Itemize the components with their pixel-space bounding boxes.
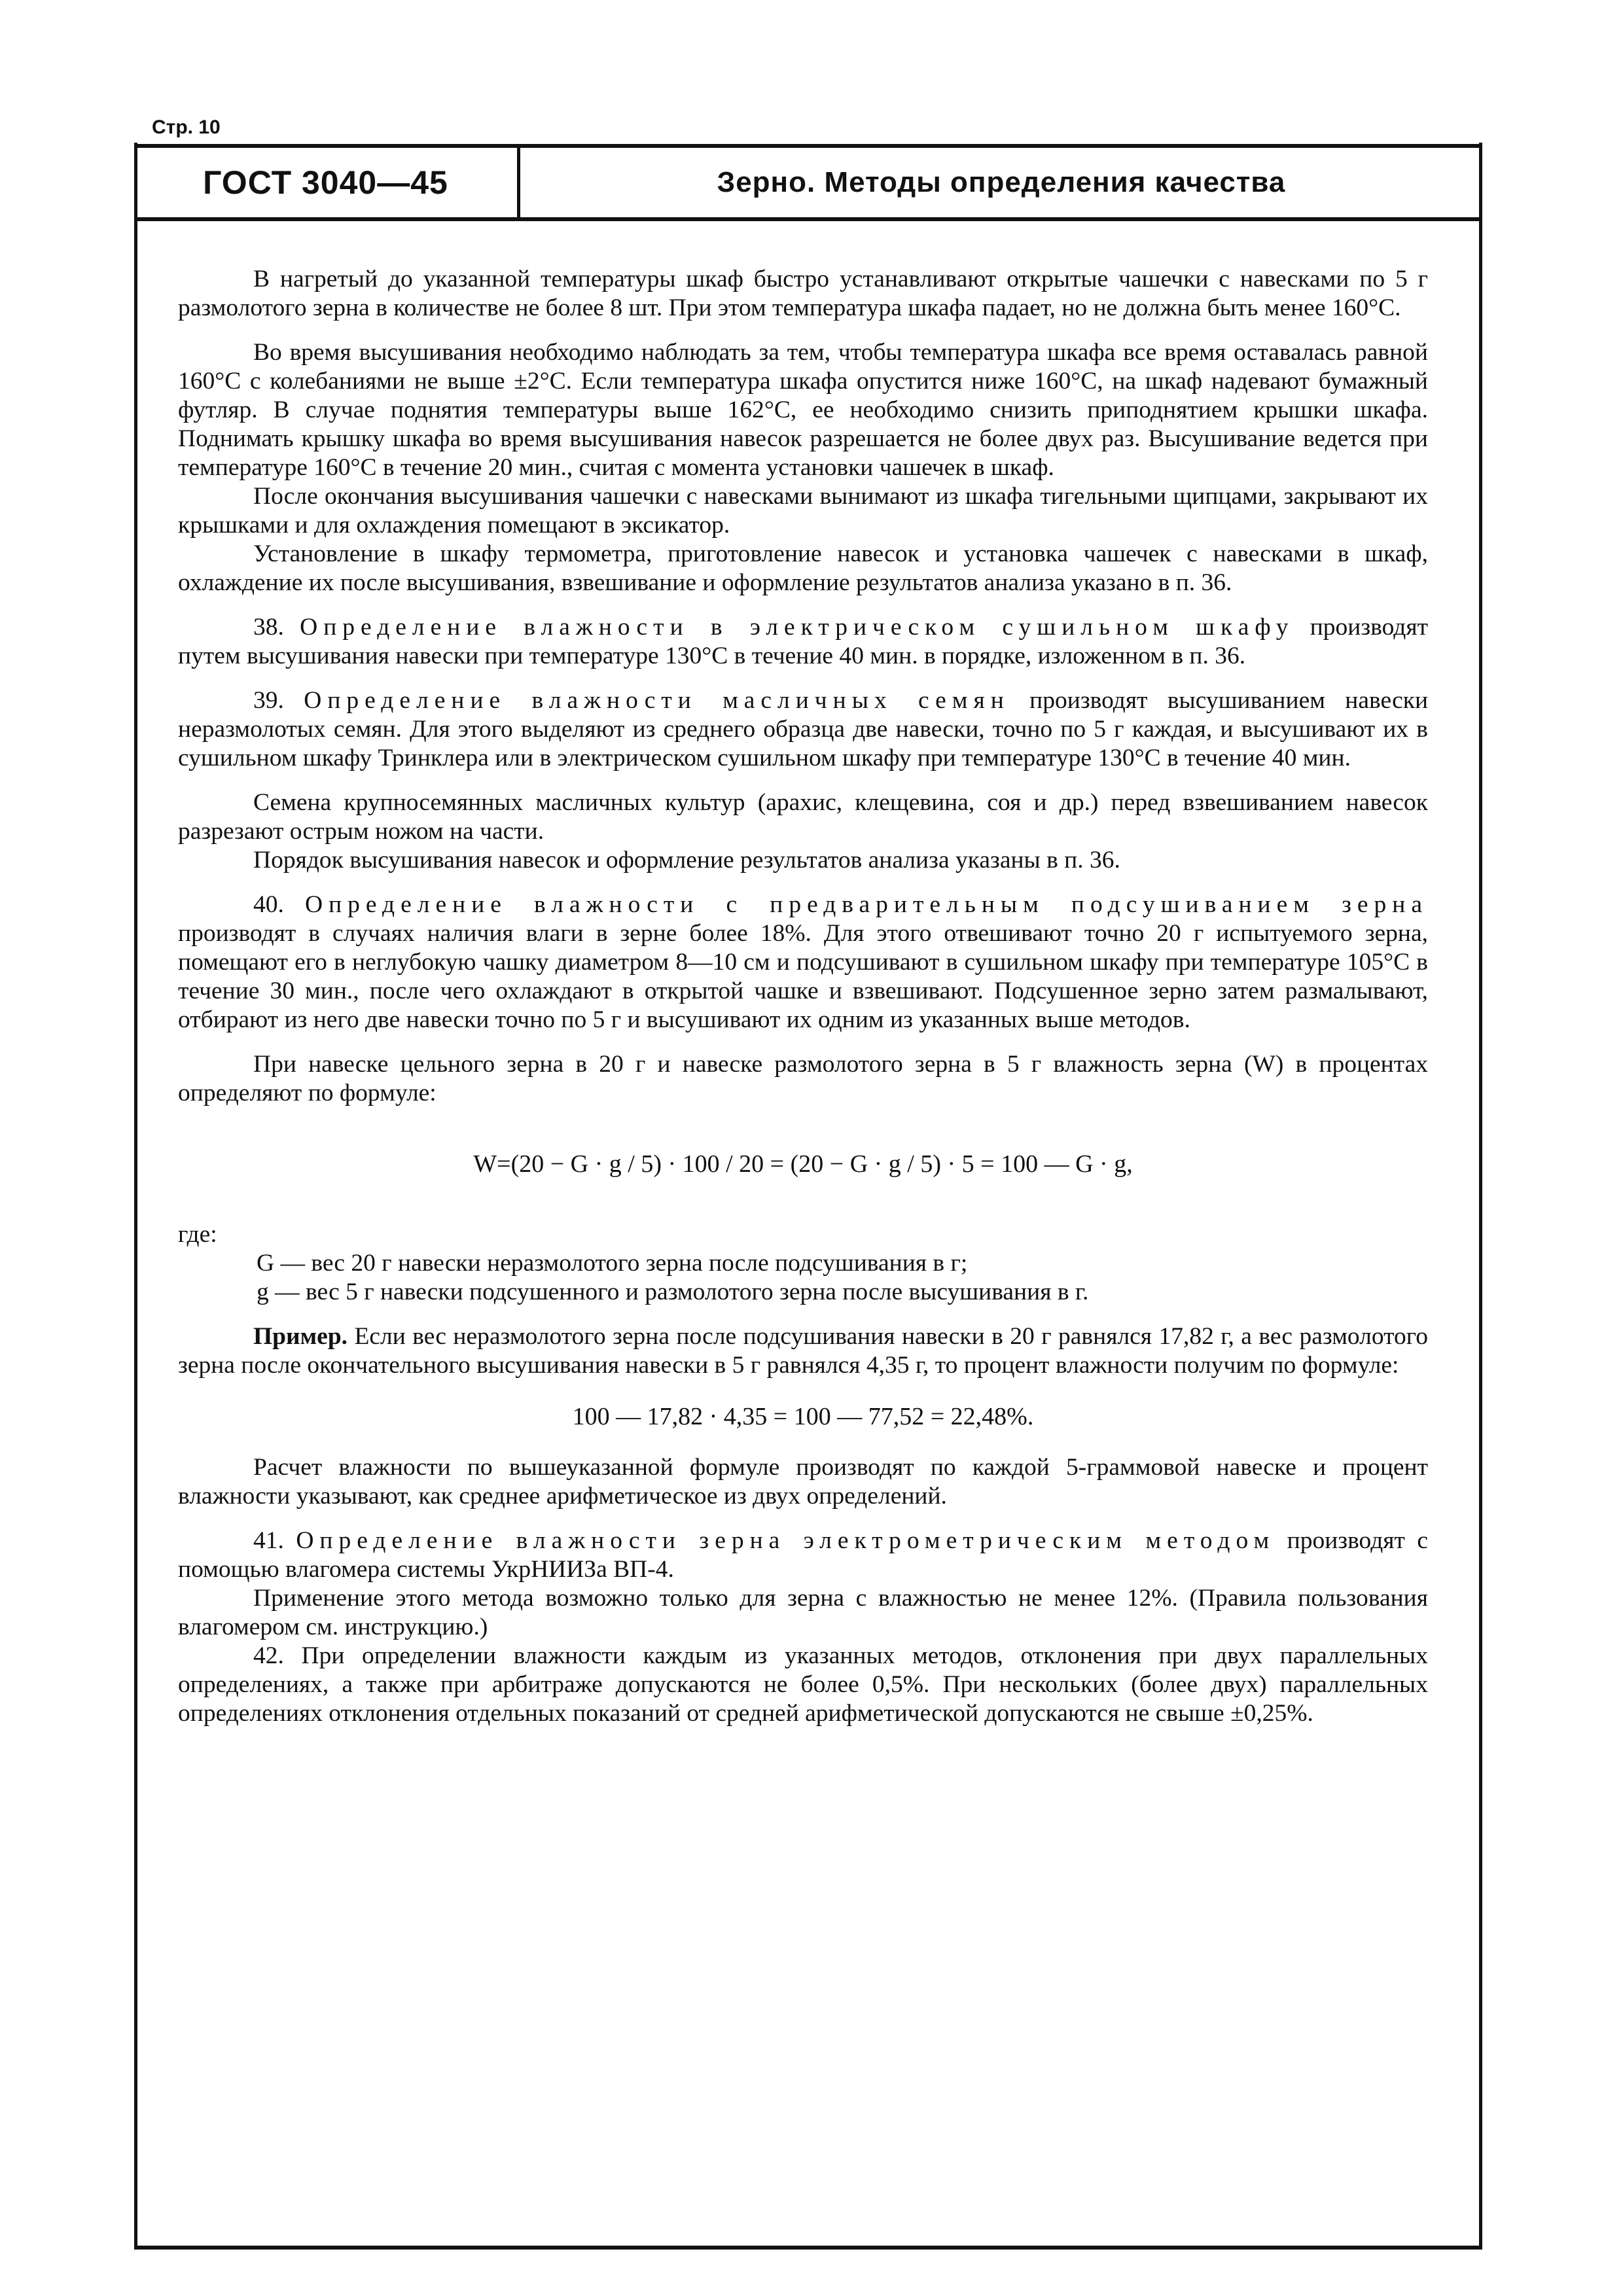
example-text: Если вес неразмолотого зерна после подсушивания навески в 20 г равнялся 17,82 г, а вес размолотого зерна после окончательного высушивания навески в 5 г равнялся 4,35 г, то процент влажности получим по формуле:	[178, 1323, 1428, 1379]
section-heading: Определение влажности масличных семян	[304, 687, 1010, 714]
paragraph: Во время высушивания необходимо наблюдать за тем, чтобы температура шкафа все время оставалась равной 160°С с колебаниями не выше ±2°С. Если температура шкафа опустится ниже 160°С, на шкаф надевают бумажный футляр. В случае поднятия температуры выше 162°С, ее необходимо снизить приподнятием крышки шкафа. Поднимать крышку шкафа во время высушивания навесок разрешается не более двух раз. Высушивание ведется при температуре 160°С в течение 20 мин., считая с момента установки чашечек в шкаф.	[178, 339, 1428, 481]
definition-g: g — вес 5 г навески подсушенного и размолотого зерна после высушивания в г.	[257, 1279, 1089, 1305]
section-42: 42. При определении влажности каждым из указанных методов, отклонения при двух параллельных определениях, а также при арбитраже допускаются не более 0,5%. При нескольких (более двух) параллельных определениях отклонения отдельных показаний от средней арифметической допускаются не свыше ±0,25%.	[178, 1642, 1428, 1727]
section-text: производят с помощью влагомера системы УкрНИИЗа ВП-4.	[178, 1527, 1429, 1583]
paragraph: Порядок высушивания навесок и оформление результатов анализа указаны в п. 36.	[253, 847, 1120, 874]
moisture-formula	[178, 1137, 1428, 1197]
paragraph: Применение этого метода возможно только для зерна с влажностью не менее 12%. (Правила пользования влагомером см. инструкцию.)	[178, 1585, 1428, 1640]
document-title: Зерно. Методы определения качества	[717, 166, 1286, 198]
document-header	[134, 144, 1482, 221]
example-formula: 100 — 17,82 · 4,35 = 100 — 77,52 = 22,48%.	[572, 1403, 1034, 1430]
section-number: 39.	[253, 687, 284, 714]
section-number: 40.	[253, 891, 284, 918]
section-39	[178, 686, 1428, 773]
paragraph: Установление в шкафу термометра, приготовление навесок и установка чашечек с навесками в шкаф, охлаждение их после высушивания, взвешивание и оформление результатов анализа указано в п. 36.	[178, 540, 1428, 596]
section-text: производят высушиванием навески неразмолотых семян. Для этого выделяют из среднего образца две навески, точно по 5 г каждая, и высушивают их в сушильном шкафу Тринклера или в электрическом сушильном шкафу при температуре 130°С в течение 40 мин.	[178, 687, 1429, 771]
document-body	[178, 265, 1428, 1728]
example-label: Пример.	[253, 1323, 348, 1350]
formula-text: W=(20 − G · g / 5) · 100 / 20 = (20 − G · g / 5) · 5 = 100 — G · g,	[473, 1150, 1133, 1178]
example	[178, 1322, 1428, 1380]
paragraph: Семена крупносемянных масличных культур (арахис, клещевина, соя и др.) перед взвешиванием навесок разрезают острым ножом на части.	[178, 789, 1428, 845]
definition-G: G — вес 20 г навески неразмолотого зерна после подсушивания в г;	[257, 1250, 968, 1277]
standard-number: ГОСТ 3040—45	[134, 148, 520, 217]
section-number: 41.	[253, 1527, 284, 1554]
section-text: производят путем высушивания навески при температуре 130°С в течение 40 мин. в порядке, изложенном в п. 36.	[178, 614, 1429, 669]
section-heading: Определение влажности в электрическом сушильном шкафу	[300, 614, 1294, 641]
section-number: 38.	[253, 614, 284, 641]
page-number: Стр. 10	[152, 116, 221, 138]
section-41	[178, 1527, 1428, 1584]
paragraph: В нагретый до указанной температуры шкаф быстро устанавливают открытые чашечки с навесками по 5 г размолотого зерна в количестве не более 8 шт. При этом температура шкафа падает, но не должна быть менее 160°С.	[178, 266, 1428, 321]
section-text: производят в случаях наличия влаги в зерне более 18%. Для этого отвешивают точно 20 г испытуемого зерна, помещают его в неглубокую чашку диаметром 8—10 см и подсушивают в сушильном шкафу при температуре 105°С в течение 30 мин., после чего охлаждают в открытой чашке и взвешивают. Подсушенное зерно затем размалывают, отбирают из него две навески точно по 5 г и высушивают их одним из указанных выше методов.	[178, 920, 1428, 1033]
where-label: где:	[178, 1221, 217, 1248]
section-heading: Определение влажности с предварительным подсушиванием зерна	[305, 891, 1429, 918]
definitions	[178, 1249, 1428, 1307]
paragraph: При навеске цельного зерна в 20 г и навеске размолотого зерна в 5 г влажность зерна (W) в процентах определяют по формуле:	[178, 1051, 1428, 1106]
paragraph: После окончания высушивания чашечки с навесками вынимают из шкафа тигельными щипцами, закрывают их крышками и для охлаждения помещают в эксикатор.	[178, 483, 1428, 539]
paragraph: Расчет влажности по вышеуказанной формуле производят по каждой 5-граммовой навеске и процент влажности указывают, как среднее арифметическое из двух определений.	[178, 1454, 1428, 1510]
section-38	[178, 613, 1428, 671]
section-40	[178, 891, 1428, 1034]
section-heading: Определение влажности зерна электрометрическим методом	[296, 1527, 1275, 1554]
